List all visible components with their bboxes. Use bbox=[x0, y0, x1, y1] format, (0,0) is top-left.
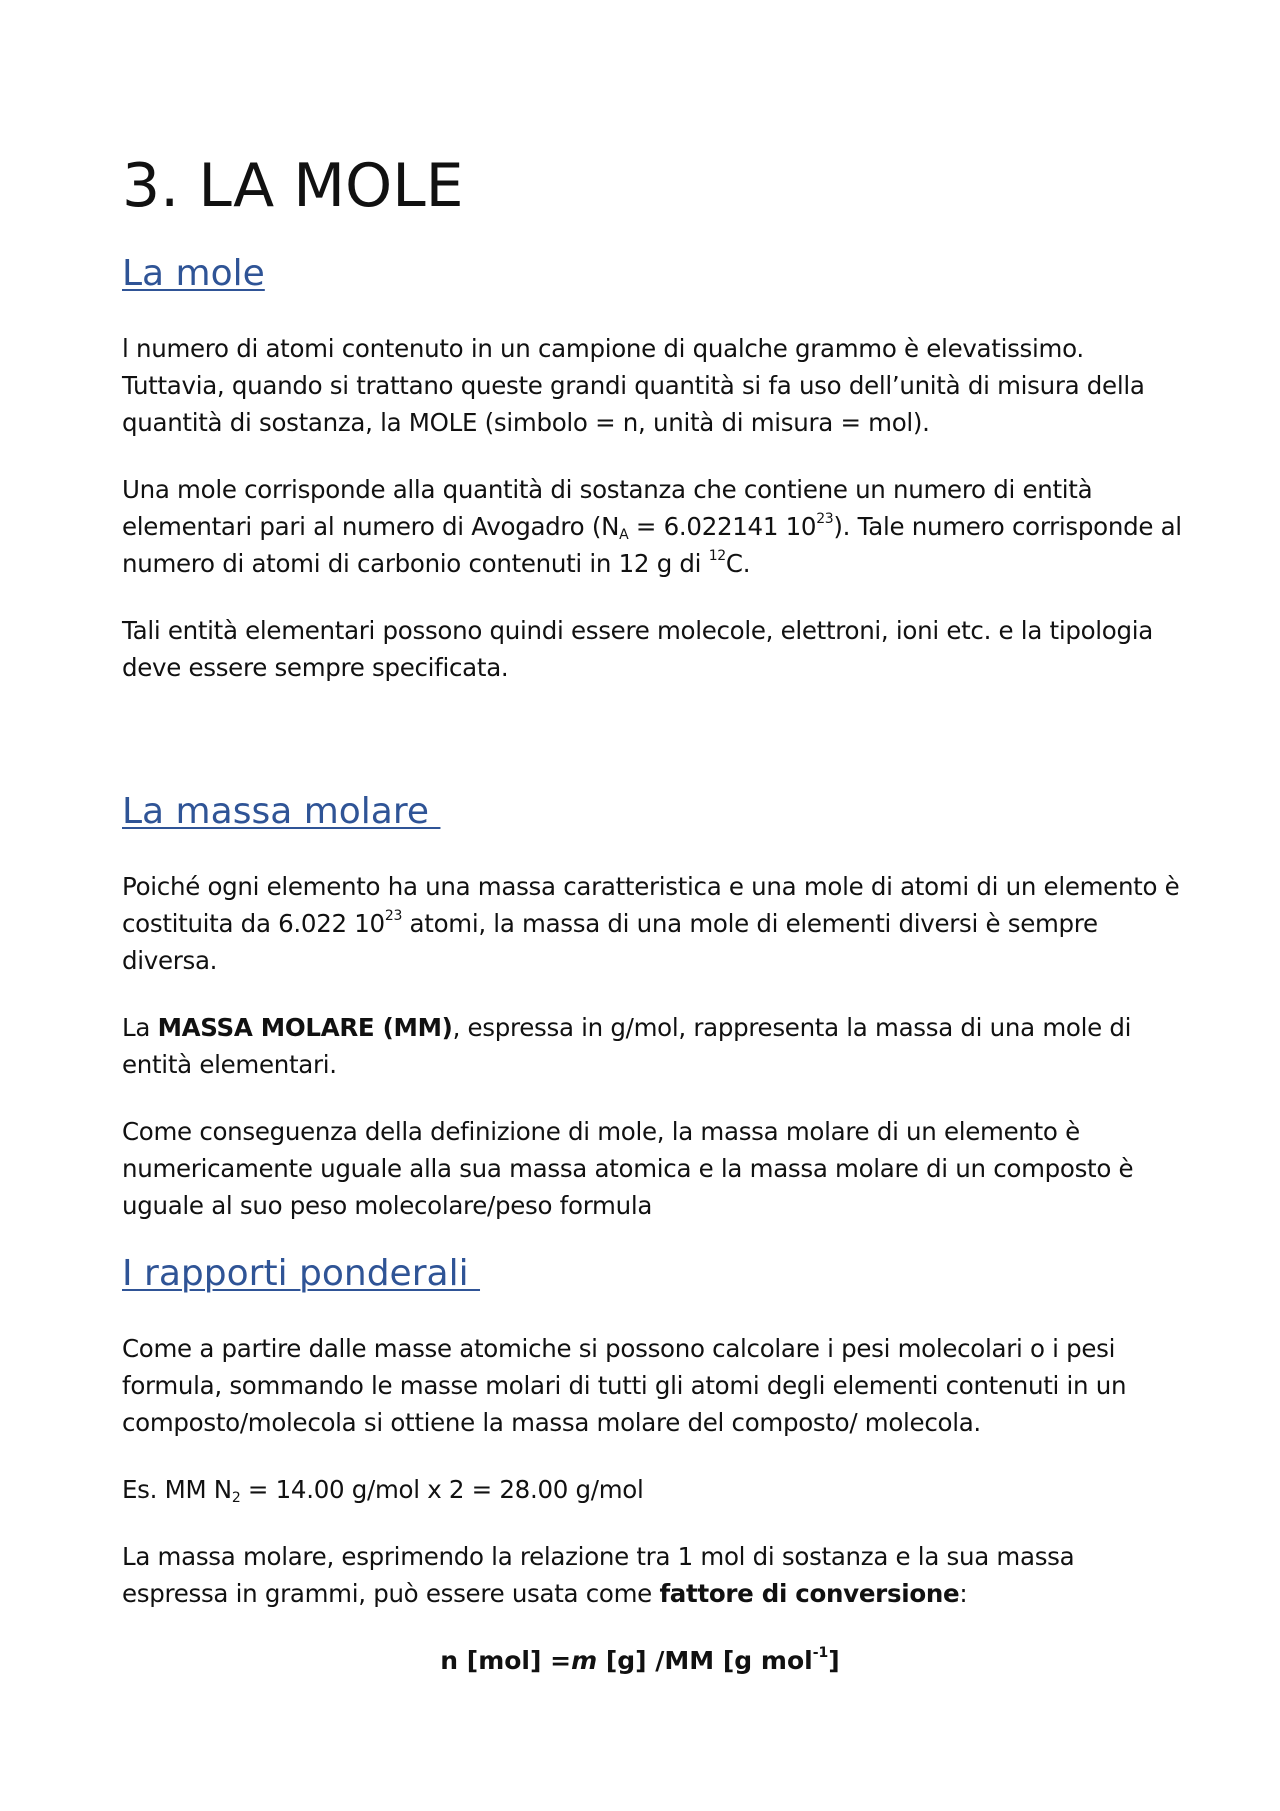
paragraph-massa-1: Poiché ogni elemento ha una massa caratteristica e una mole di atomi di un elemento è costituita da 6.022 $10^{23}$ atomi, la massa di una mole di elementi diversi è sempre diversa. bbox=[122, 872, 1180, 975]
conversion-formula: n [mol] =m [g] /MM [g mol$^{-1}$] bbox=[440, 1645, 840, 1675]
paragraph-rapporti-2: La massa molare, esprimendo la relazione tra 1 mol di sostanza e la sua massa espressa in grammi, può essere usata come fattore di conversione: bbox=[122, 1542, 1075, 1608]
paragraph-rapporti-1: Come a partire dalle masse atomiche si possono calcolare i pesi molecolari o i pesi formula, sommando le masse molari di tutti gli atomi degli elementi contenuti in un composto/molecola si ottiene la massa molare del composto/ molecola. bbox=[122, 1334, 1127, 1437]
example-line: Es. MM $N_2 = 14.00$ g/mol x 2 = 28.00 g/mol bbox=[122, 1475, 644, 1506]
paragraph-massa-2: La MASSA MOLARE (MM), espressa in g/mol, rappresenta la massa di una mole di entità elementari. bbox=[122, 1013, 1132, 1079]
paragraph-massa-3: Come conseguenza della definizione di mole, la massa molare di un elemento è numericamente uguale alla sua massa atomica e la massa molare di un composto è uguale al suo peso molecolare/peso formula bbox=[122, 1117, 1134, 1220]
paragraph-mole-1: l numero di atomi contenuto in un campione di qualche grammo è elevatissimo. Tuttavia, quando si trattano queste grandi quantità si fa uso dell’unità di misura della quantità di sostanza, la MOLE (simbolo = n, unità di misura = mol). bbox=[122, 334, 1145, 437]
section-heading-massa-molare: La massa molare bbox=[122, 791, 441, 832]
page-title: 3. LA MOLE bbox=[122, 151, 464, 221]
section-heading-la-mole: La mole bbox=[122, 253, 265, 294]
paragraph-mole-3: Tali entità elementari possono quindi essere molecole, elettroni, ioni etc. e la tipologia deve essere sempre specificata. bbox=[122, 616, 1153, 682]
paragraph-mole-2: Una mole corrisponde alla quantità di sostanza che contiene un numero di entità elementari pari al numero di Avogadro ($N_A = 6.022141$ $10^{23}$). Tale numero corrisponde al numero di atomi di carbonio contenuti in 12 g di $^{12}$C. bbox=[122, 475, 1182, 578]
section-heading-rapporti-ponderali: I rapporti ponderali bbox=[122, 1253, 481, 1294]
